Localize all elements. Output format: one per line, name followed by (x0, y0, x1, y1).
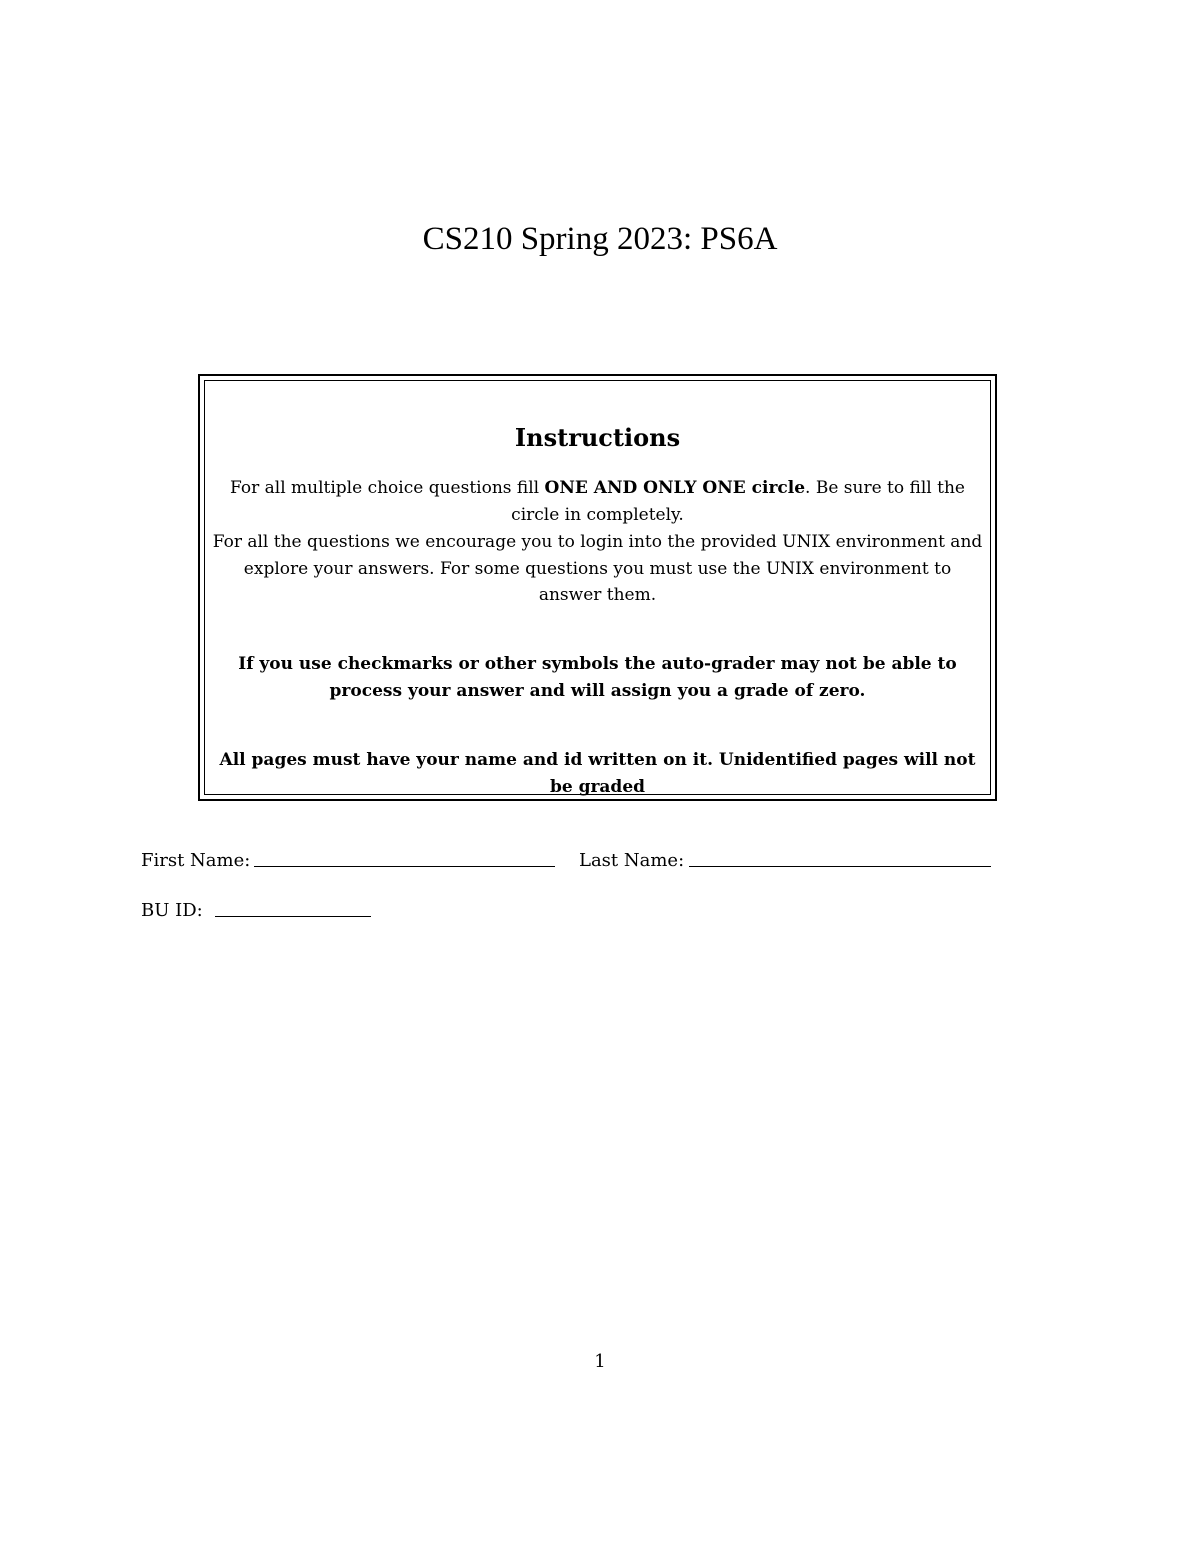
page-title: CS210 Spring 2023: PS6A (422, 221, 778, 257)
instructions-warning-identification: All pages must have your name and id written on it. Unidentified pages will not be graded (219, 750, 976, 797)
first-name-line[interactable] (254, 866, 555, 867)
instructions-box (198, 374, 997, 801)
p1-text-start: For all multiple choice questions fill (229, 478, 545, 498)
p1-text-end: . Be sure to fill the circle in completely. (511, 478, 965, 525)
last-name-label: Last Name: (579, 850, 685, 871)
instructions-heading: Instructions (514, 423, 681, 452)
first-name-label: First Name: (141, 850, 251, 871)
last-name-line[interactable] (689, 866, 991, 867)
instructions-warning-checkmarks: If you use checkmarks or other symbols the auto-grader may not be able to process your answer and will assign you a grade of zero. (238, 654, 957, 701)
instructions-paragraph-fill-circle (211, 475, 984, 528)
bu-id-label: BU ID: (141, 900, 203, 921)
instructions-box-inner (204, 380, 991, 795)
p1-emphasis: ONE AND ONLY ONE circle (544, 478, 806, 498)
instructions-paragraph-unix: For all the questions we encourage you to login into the provided UNIX environment and explore your answers. For some questions you must use the UNIX environment to answer them. (212, 532, 983, 605)
bu-id-line[interactable] (215, 916, 371, 917)
page-number: 1 (594, 1351, 606, 1372)
